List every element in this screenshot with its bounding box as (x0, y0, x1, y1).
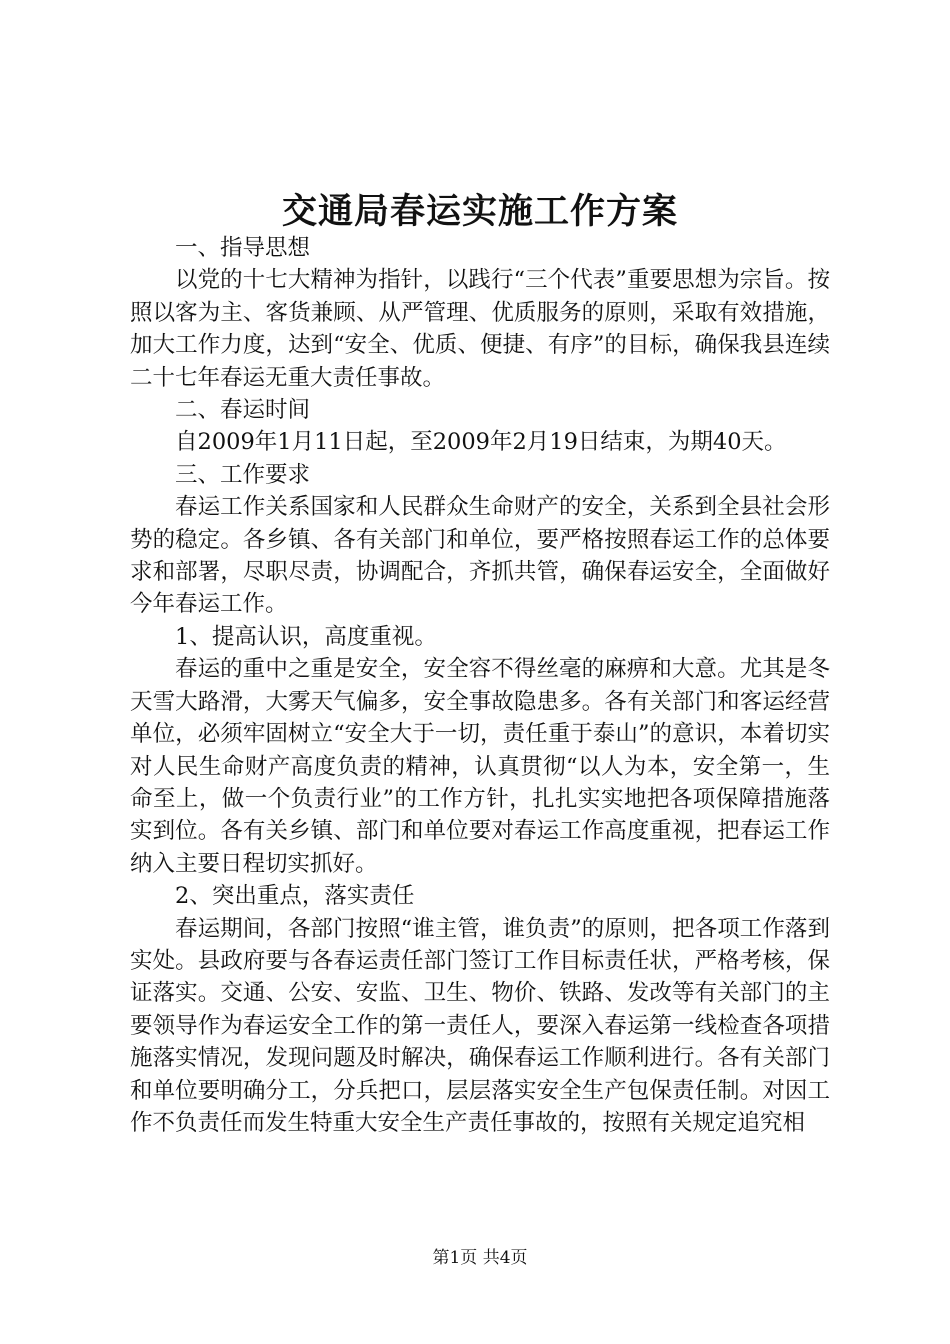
page-footer: 第1页 共4页 (432, 1248, 528, 1268)
section-heading-work-requirements: 三、工作要求 (175, 461, 311, 488)
subheading-raise-awareness: 1、提高认识，高度重视。 (175, 623, 437, 650)
document-body (130, 232, 830, 1139)
paragraph-raise-awareness: 春运的重中之重是安全，安全容不得丝毫的麻痹和大意。尤其是冬天雪大路滑，大雾天气偏多，安全事故隐患多。各有关部门和客运经营单位，必须牢固树立“安全大于一切，责任重于泰山”的意识，本着切实对人民生命财产高度负责的精神，认真贯彻“以人为本，安全第一，生命至上，做一个负责行业”的工作方针，扎扎实实地把各项保障措施落实到位。各有关乡镇、部门和单位要对春运工作高度重视，把春运工作纳入主要日程切实抓好。 (130, 656, 830, 877)
subheading-highlight-priorities: 2、突出重点，落实责任 (175, 883, 415, 910)
section-heading-spring-transport-period: 二、春运时间 (175, 397, 311, 424)
paragraph-work-requirements: 春运工作关系国家和人民群众生命财产的安全，关系到全县社会形势的稳定。各乡镇、各有关部门和单位，要严格按照春运工作的总体要求和部署，尽职尽责，协调配合，齐抓共管，确保春运安全，全面做好今年春运工作。 (130, 494, 830, 618)
document-title: 交通局春运实施工作方案 (281, 191, 678, 232)
section-heading-guiding-ideology: 一、指导思想 (175, 235, 311, 261)
paragraph-spring-transport-period: 自2009年1月11日起，至2009年2月19日结束，为期40天。 (175, 429, 787, 456)
paragraph-highlight-priorities: 春运期间，各部门按照“谁主管，谁负责”的原则，把各项工作落到实处。县政府要与各春运责任部门签订工作目标责任状，严格考核，保证落实。交通、公安、安监、卫生、物价、铁路、发改等有关部门的主要领导作为春运安全工作的第一责任人，要深入春运第一线检查各项措施落实情况，发现问题及时解决，确保春运工作顺利进行。各有关部门和单位要明确分工，分兵把口，层层落实安全生产包保责任制。对因工作不负责任而发生特重大安全生产责任事故的，按照有关规定追究相 (130, 915, 830, 1136)
paragraph-guiding-ideology: 以党的十七大精神为指针，以践行“三个代表”重要思想为宗旨。按照以客为主、客货兼顾、从严管理、优质服务的原则，采取有效措施，加大工作力度，达到“安全、优质、便捷、有序”的目标，确保我县连续二十七年春运无重大责任事故。 (130, 267, 830, 391)
